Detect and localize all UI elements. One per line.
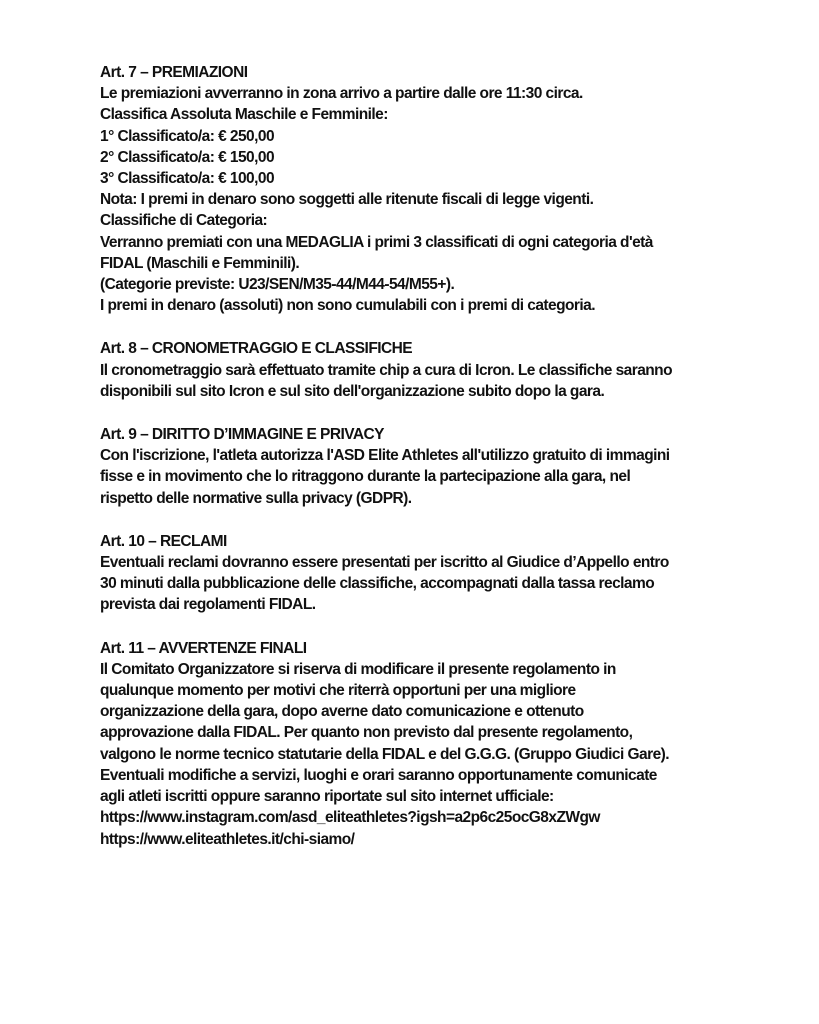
text-line: 1° Classificato/a: € 250,00 — [100, 127, 275, 145]
document-body — [100, 62, 740, 872]
article-heading: Art. 11 – AVVERTENZE FINALI — [100, 639, 307, 657]
text-line: organizzazione della gara, dopo averne dato comunicazione e ottenuto — [100, 703, 584, 721]
text-line: 3° Classificato/a: € 100,00 — [100, 170, 275, 188]
url-link[interactable]: https://www.eliteathletes.it/chi-siamo/ — [100, 830, 355, 848]
text-line: Classifiche di Categoria: — [100, 212, 268, 230]
text-line: rispetto delle normative sulla privacy (GDPR). — [100, 489, 412, 507]
text-line: Eventuali modifiche a servizi, luoghi e orari saranno opportunamente comunicate — [100, 766, 657, 784]
text-line: disponibili sul sito Icron e sul sito dell'organizzazione subito dopo la gara. — [100, 382, 605, 400]
text-line: Le premiazioni avverranno in zona arrivo a partire dalle ore 11:30 circa. — [100, 85, 583, 103]
url-link[interactable]: https://www.instagram.com/asd_eliteathletes?igsh=a2p6c25ocG8xZWgw — [100, 809, 600, 827]
article-heading: Art. 10 – RECLAMI — [100, 532, 227, 550]
text-line: 2° Classificato/a: € 150,00 — [100, 148, 275, 166]
text-line: qualunque momento per motivi che riterrà opportuni per una migliore — [100, 682, 576, 700]
text-line: Classifica Assoluta Maschile e Femminile: — [100, 106, 388, 124]
article-section — [100, 424, 740, 509]
text-line: agli atleti iscritti oppure saranno riportate sul sito internet ufficiale: — [100, 788, 554, 806]
article-section — [100, 338, 740, 402]
article-heading: Art. 9 – DIRITTO D’IMMAGINE E PRIVACY — [100, 426, 384, 444]
text-line: prevista dai regolamenti FIDAL. — [100, 596, 316, 614]
text-line: 30 minuti dalla pubblicazione delle classifiche, accompagnati dalla tassa reclamo — [100, 575, 655, 593]
text-line: Con l'iscrizione, l'atleta autorizza l'ASD Elite Athletes all'utilizzo gratuito di immagini — [100, 447, 670, 465]
article-section — [100, 638, 740, 850]
text-line: Eventuali reclami dovranno essere presentati per iscritto al Giudice d’Appello entro — [100, 554, 669, 572]
text-line: fisse e in movimento che lo ritraggono durante la partecipazione alla gara, nel — [100, 468, 631, 486]
article-section — [100, 531, 740, 616]
text-line: Nota: I premi in denaro sono soggetti alle ritenute fiscali di legge vigenti. — [100, 191, 594, 209]
text-line: Il Comitato Organizzatore si riserva di modificare il presente regolamento in — [100, 660, 616, 678]
text-line: FIDAL (Maschili e Femminili). — [100, 254, 300, 272]
article-section — [100, 62, 740, 316]
article-heading: Art. 8 – CRONOMETRAGGIO E CLASSIFICHE — [100, 340, 413, 358]
text-line: (Categorie previste: U23/SEN/M35-44/M44-54/M55+). — [100, 276, 455, 294]
text-line: I premi in denaro (assoluti) non sono cumulabili con i premi di categoria. — [100, 297, 595, 315]
text-line: approvazione dalla FIDAL. Per quanto non previsto dal presente regolamento, — [100, 724, 633, 742]
text-line: Il cronometraggio sarà effettuato tramite chip a cura di Icron. Le classifiche saranno — [100, 361, 673, 379]
text-line: Verranno premiati con una MEDAGLIA i primi 3 classificati di ogni categoria d'età — [100, 233, 653, 251]
text-line: valgono le norme tecnico statutarie della FIDAL e del G.G.G. (Gruppo Giudici Gare). — [100, 745, 670, 763]
article-heading: Art. 7 – PREMIAZIONI — [100, 64, 248, 81]
